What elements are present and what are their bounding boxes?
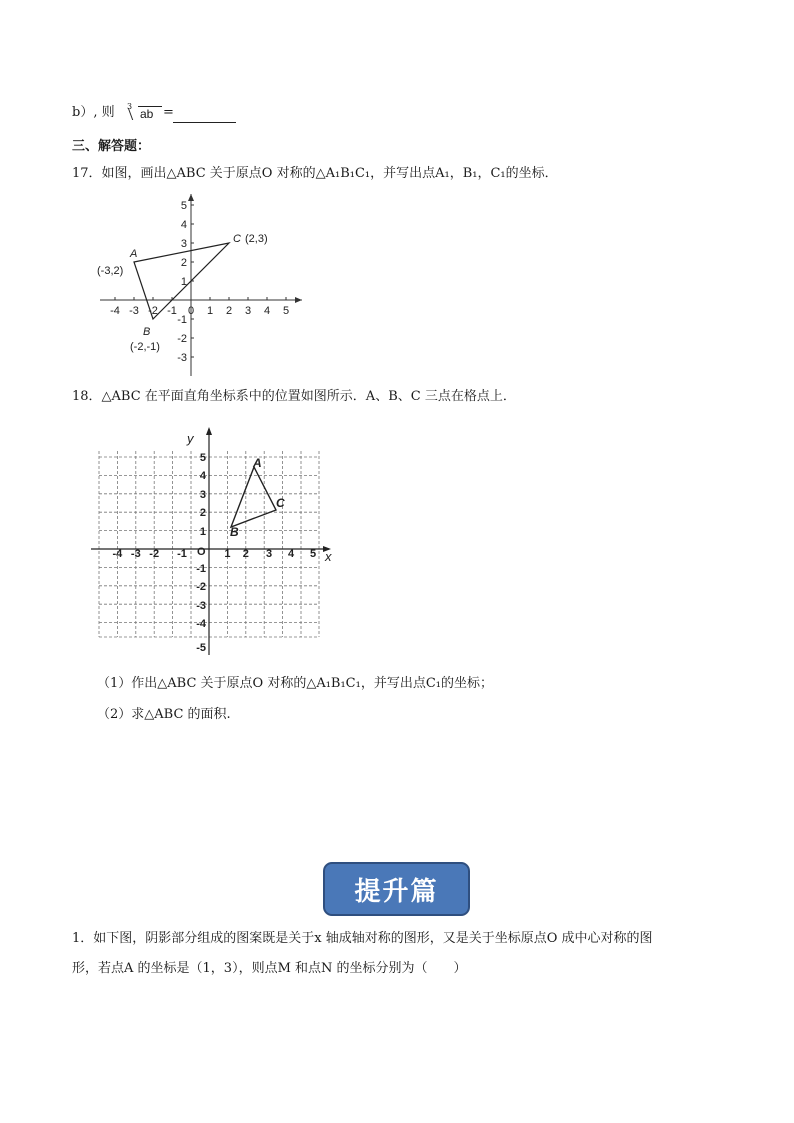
answer-blank[interactable] xyxy=(173,121,236,123)
radical-index: 3 xyxy=(127,102,133,111)
answer-line-b xyxy=(72,104,115,122)
q17-ytick: 3 xyxy=(180,238,187,250)
q18-ytick: 1 xyxy=(199,526,206,538)
q18-xtick: -4 xyxy=(112,548,123,560)
q17-ytick: -3 xyxy=(177,352,187,364)
q17-xtick: -1 xyxy=(167,305,177,317)
q18-xtick: 1 xyxy=(224,548,231,560)
q17-ytick: 4 xyxy=(180,219,187,231)
question-18-number: 18． xyxy=(72,389,102,404)
q17-coord-b: (-2,-1) xyxy=(130,341,160,353)
q17-ytick: -2 xyxy=(177,333,187,345)
question-18-part-2: （2）求△ABC 的面积. xyxy=(97,707,231,722)
radical-sign xyxy=(128,108,139,120)
q18-ytick: -4 xyxy=(196,618,206,630)
q18-xtick: 2 xyxy=(242,548,249,560)
q17-coord-a: (-3,2) xyxy=(97,265,124,277)
q18-ytick: 2 xyxy=(199,507,206,519)
q17-ytick: 2 xyxy=(180,257,187,269)
q17-ytick: 5 xyxy=(180,200,187,212)
question-18-text: △ABC 在平面直角坐标系中的位置如图所示．A、B、C 三点在格点上． xyxy=(101,389,516,404)
q17-xtick: -3 xyxy=(129,305,139,317)
q18-ytick: 5 xyxy=(199,452,206,464)
q17-xtick: 3 xyxy=(244,305,252,317)
question-17-text: 如图，画出△ABC 关于原点O 对称的△A₁B₁C₁，并写出点A₁，B₁，C₁的坐标． xyxy=(101,166,558,181)
q18-xtick: -2 xyxy=(149,548,160,560)
q17-label-b: B xyxy=(143,326,151,338)
problem-1-line-2: 形，若点A 的坐标是（1，3），则点M 和点N 的坐标分别为（ ） xyxy=(72,961,467,976)
question-17 xyxy=(72,165,558,183)
q17-xtick: 0 xyxy=(187,305,195,317)
q18-ytick: 4 xyxy=(199,470,206,482)
q17-xtick: -4 xyxy=(110,305,120,317)
q18-label-b: B xyxy=(230,525,239,539)
q17-xtick: 5 xyxy=(282,305,290,317)
section-banner xyxy=(323,862,470,916)
q18-y-axis-label: y xyxy=(187,431,194,446)
q18-ytick: 3 xyxy=(199,489,206,501)
q18-ytick: -3 xyxy=(196,600,206,612)
question-17-number: 17． xyxy=(72,166,102,181)
answer-line-prefix: b）, 则 xyxy=(72,105,115,120)
problem-1-line-1: 1．如下图，阴影部分组成的图案既是关于x 轴成轴对称的图形，又是关于坐标原点O 成中心对称的图 xyxy=(72,931,653,946)
q17-figure xyxy=(90,190,310,380)
section-banner-title: 提升篇 xyxy=(354,876,439,907)
q17-y-arrow-icon xyxy=(188,194,194,201)
q17-label-a: A xyxy=(130,248,138,260)
q18-triangle-abc xyxy=(231,467,276,527)
q18-xtick: -1 xyxy=(177,548,187,560)
q18-ytick: -2 xyxy=(196,581,206,593)
q18-y-arrow-icon xyxy=(206,427,212,435)
equals-sign: = xyxy=(163,105,174,120)
q18-xtick: -3 xyxy=(130,548,141,560)
q17-x-arrow-icon xyxy=(295,297,302,303)
q17-ytick: -1 xyxy=(177,314,187,326)
q18-figure xyxy=(85,423,345,663)
q18-xtick: 5 xyxy=(309,548,317,560)
question-18 xyxy=(72,388,516,406)
q17-ytick: 1 xyxy=(180,276,187,288)
q17-xtick: 4 xyxy=(263,305,271,317)
q18-xtick: 4 xyxy=(287,548,295,560)
q17-label-c: C xyxy=(233,233,241,245)
q18-xtick: 3 xyxy=(265,548,273,560)
question-18-part-1: （1）作出△ABC 关于原点O 对称的△A₁B₁C₁，并写出点C₁的坐标； xyxy=(97,676,493,691)
q17-xtick: -2 xyxy=(148,305,158,317)
q18-ytick: -1 xyxy=(196,563,206,575)
q18-label-c: C xyxy=(276,496,285,510)
q18-label-a: A xyxy=(253,456,262,470)
q17-xtick: 2 xyxy=(225,305,233,317)
q17-coord-c: (2,3) xyxy=(245,233,268,245)
section-heading: 三、解答题： xyxy=(72,139,151,154)
q18-ytick: -5 xyxy=(196,642,206,654)
radicand: ab xyxy=(140,107,154,121)
q18-x-axis-label: x xyxy=(325,549,332,564)
q18-origin-label: O xyxy=(197,546,206,558)
q17-xtick: 1 xyxy=(206,305,214,317)
